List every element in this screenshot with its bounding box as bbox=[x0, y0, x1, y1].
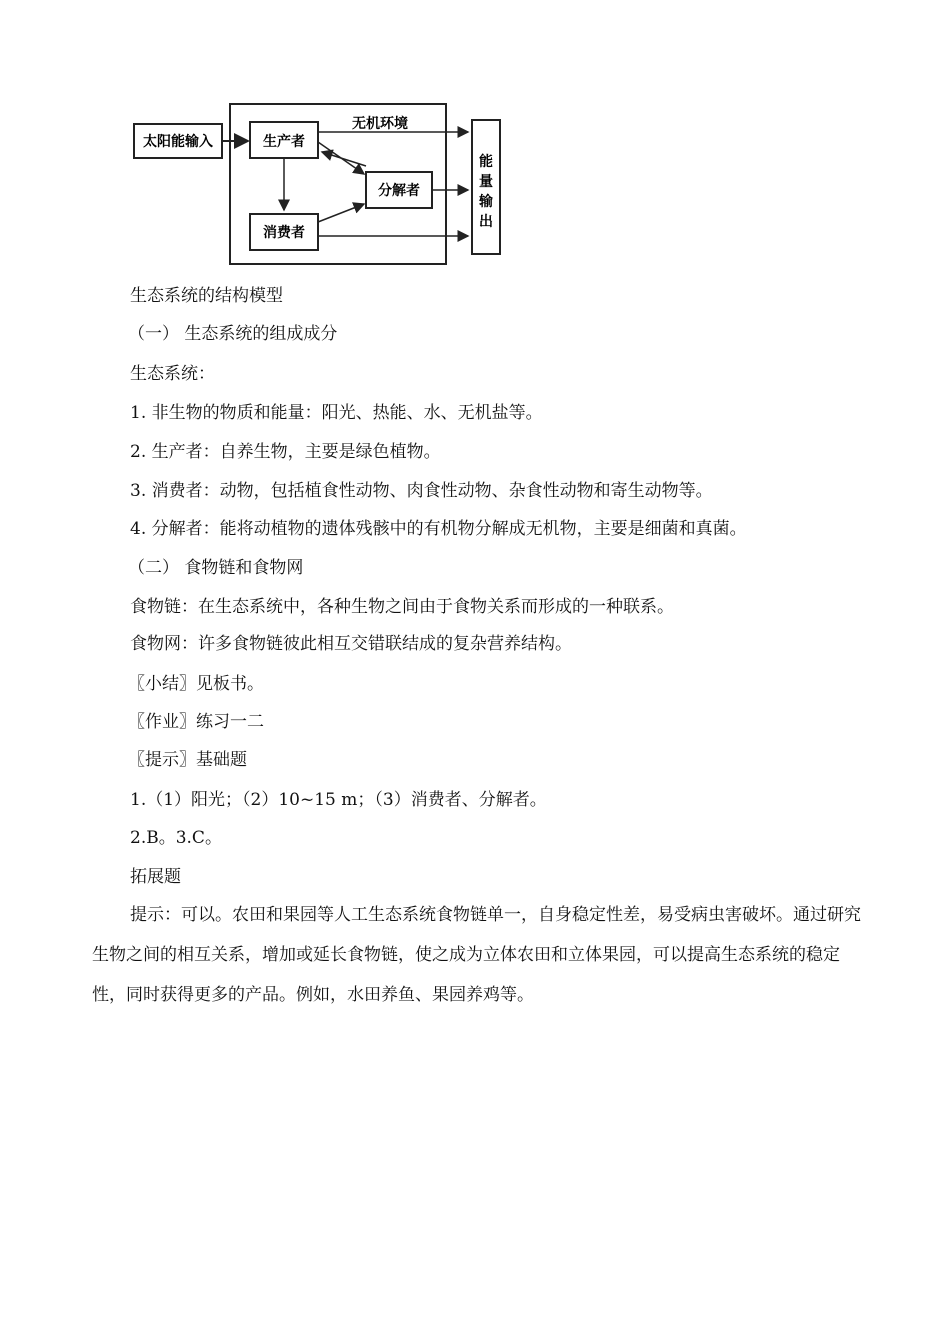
list-item: 1. 非生物的物质和能量：阳光、热能、水、无机盐等。 bbox=[130, 403, 543, 423]
energy-output-char-3: 输 bbox=[479, 194, 493, 210]
energy-output-char-2: 量 bbox=[479, 174, 493, 190]
text-line: 〖小结〗见板书。 bbox=[128, 674, 264, 694]
consumer-label: 消费者 bbox=[263, 225, 305, 241]
producer-label: 生产者 bbox=[263, 134, 305, 150]
final-paragraph-text: 提示：可以。农田和果园等人工生态系统食物链单一，自身稳定性差，易受病虫害破坏。通过研究生物之间的相互关系，增加或延长食物链，使之成为立体农田和立体果园，可以提高生态系统的稳定性，同时获得更多的产品。例如，水田养鱼、果园养鸡等。 bbox=[92, 905, 861, 1005]
ecosystem-structure-diagram bbox=[128, 96, 508, 268]
diagram-caption: 生态系统的结构模型 bbox=[130, 286, 283, 306]
list-item: 2. 生产者：自养生物，主要是绿色植物。 bbox=[130, 442, 441, 462]
final-paragraph bbox=[92, 895, 872, 1015]
text-line: 拓展题 bbox=[130, 867, 181, 887]
section-heading-2: （二） 食物链和食物网 bbox=[128, 558, 304, 578]
list-item: 3. 消费者：动物，包括植食性动物、肉食性动物、杂食性动物和寄生动物等。 bbox=[130, 481, 713, 501]
text-line: 食物网：许多食物链彼此相互交错联结成的复杂营养结构。 bbox=[130, 634, 572, 654]
text-line: 生态系统： bbox=[130, 364, 215, 384]
decomposer-label: 分解者 bbox=[378, 183, 420, 199]
list-item: 4. 分解者：能将动植物的遗体残骸中的有机物分解成无机物，主要是细菌和真菌。 bbox=[130, 519, 747, 539]
section-heading-1: （一） 生态系统的组成成分 bbox=[128, 324, 338, 344]
text-line: 食物链：在生态系统中，各种生物之间由于食物关系而形成的一种联系。 bbox=[130, 597, 674, 617]
consumer-to-decomposer-arrow bbox=[318, 204, 364, 222]
text-line: 1.（1）阳光；（2）10~15 m；（3）消费者、分解者。 bbox=[130, 790, 547, 810]
text-line: 〖提示〗基础题 bbox=[128, 750, 247, 770]
text-line: 〖作业〗练习一二 bbox=[128, 712, 264, 732]
solar-input-label: 太阳能输入 bbox=[143, 134, 213, 150]
inorganic-environment-label: 无机环境 bbox=[352, 116, 408, 132]
text-line: 2.B。3.C。 bbox=[130, 828, 222, 848]
energy-output-char-4: 出 bbox=[479, 214, 493, 230]
decomposer-to-producer-arrow bbox=[322, 152, 366, 166]
energy-output-char-1: 能 bbox=[479, 154, 493, 170]
